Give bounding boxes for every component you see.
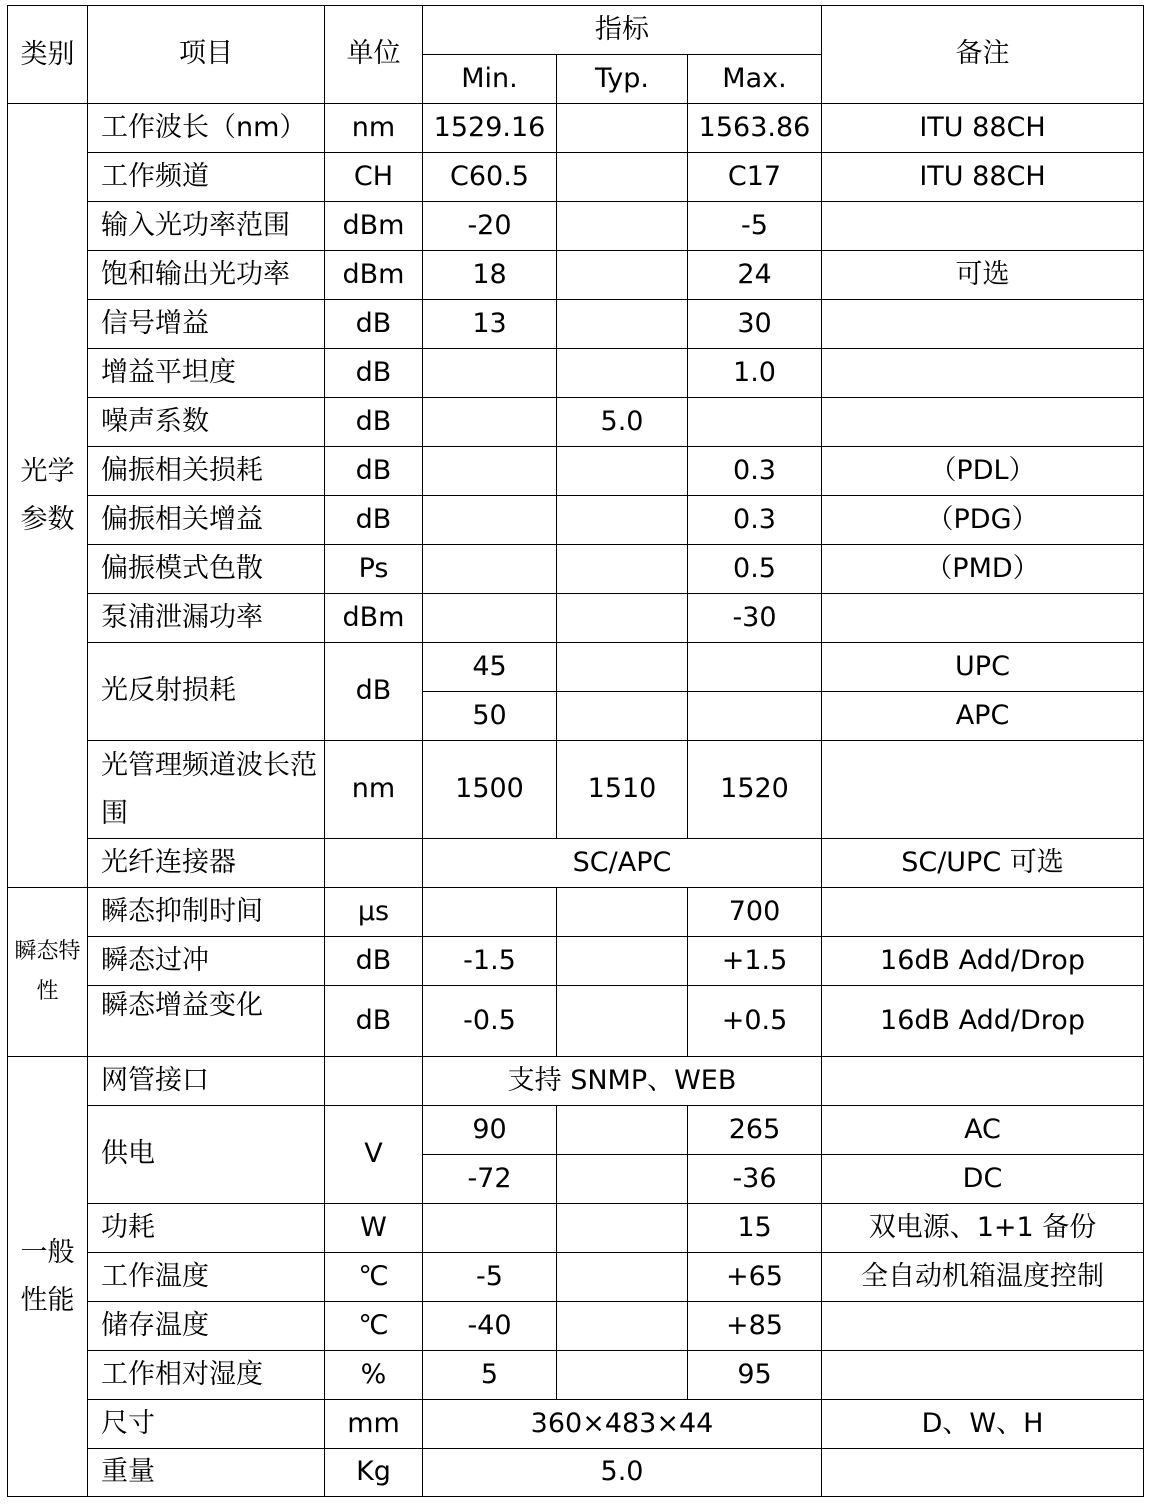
table-row: [8, 643, 1144, 692]
typ-cell: [557, 594, 688, 643]
min-cell: -0.5: [423, 986, 557, 1057]
min-cell: 13: [423, 300, 557, 349]
remark-cell: [822, 1302, 1144, 1351]
max-cell: +85: [688, 1302, 822, 1351]
unit-cell: %: [325, 1351, 423, 1400]
item-cell: 瞬态抑制时间: [88, 888, 325, 937]
remark-cell: （PDG）: [822, 496, 1144, 545]
max-cell: [688, 692, 822, 741]
min-cell: 5: [423, 1351, 557, 1400]
unit-cell: Ps: [325, 545, 423, 594]
table-row: [8, 300, 1144, 349]
min-cell: 1529.16: [423, 104, 557, 153]
min-cell: 50: [423, 692, 557, 741]
remark-cell: AC: [822, 1106, 1144, 1155]
item-cell: 功耗: [88, 1204, 325, 1253]
remark-cell: [822, 1351, 1144, 1400]
table-row: [8, 545, 1144, 594]
unit-cell: CH: [325, 153, 423, 202]
min-cell: [423, 594, 557, 643]
table-row: [8, 447, 1144, 496]
header-row: [8, 6, 1144, 55]
min-cell: [423, 888, 557, 937]
typ-cell: [557, 1302, 688, 1351]
spec-cell: 5.0: [423, 1449, 822, 1497]
max-cell: [688, 398, 822, 447]
unit-cell: dB: [325, 398, 423, 447]
table-row: [8, 1351, 1144, 1400]
typ-cell: [557, 1155, 688, 1204]
min-cell: [423, 1204, 557, 1253]
typ-cell: 5.0: [557, 398, 688, 447]
table-row: [8, 937, 1144, 986]
min-cell: [423, 447, 557, 496]
unit-cell: dB: [325, 643, 423, 741]
table-row: [8, 1253, 1144, 1302]
remark-cell: ITU 88CH: [822, 153, 1144, 202]
max-cell: 95: [688, 1351, 822, 1400]
item-cell: 瞬态过冲: [88, 937, 325, 986]
remark-cell: 16dB Add/Drop: [822, 986, 1144, 1057]
max-cell: 0.3: [688, 447, 822, 496]
spec-cell: 360×483×44: [423, 1400, 822, 1449]
header-spec: 指标: [423, 6, 822, 55]
min-cell: -20: [423, 202, 557, 251]
remark-cell: [822, 202, 1144, 251]
unit-cell: dB: [325, 986, 423, 1057]
max-cell: 700: [688, 888, 822, 937]
header-unit: 单位: [325, 6, 423, 104]
typ-cell: [557, 545, 688, 594]
unit-cell: dBm: [325, 594, 423, 643]
unit-cell: [325, 1057, 423, 1106]
header-remark: 备注: [822, 6, 1144, 104]
unit-cell: dBm: [325, 202, 423, 251]
unit-cell: dB: [325, 300, 423, 349]
item-cell: 光纤连接器: [88, 839, 325, 888]
min-cell: [423, 398, 557, 447]
remark-cell: 双电源、1+1 备份: [822, 1204, 1144, 1253]
remark-cell: [822, 741, 1144, 839]
max-cell: 0.3: [688, 496, 822, 545]
remark-cell: DC: [822, 1155, 1144, 1204]
typ-cell: [557, 888, 688, 937]
table-row: [8, 251, 1144, 300]
typ-cell: [557, 251, 688, 300]
typ-cell: 1510: [557, 741, 688, 839]
remark-cell: 全自动机箱温度控制: [822, 1253, 1144, 1302]
min-cell: [423, 349, 557, 398]
remark-cell: [822, 349, 1144, 398]
remark-cell: SC/UPC 可选: [822, 839, 1144, 888]
max-cell: 265: [688, 1106, 822, 1155]
category-general: 一般性能: [8, 1057, 88, 1497]
item-cell: 工作频道: [88, 153, 325, 202]
item-cell: 噪声系数: [88, 398, 325, 447]
item-cell: 增益平坦度: [88, 349, 325, 398]
remark-cell: [822, 398, 1144, 447]
min-cell: -1.5: [423, 937, 557, 986]
table-row: [8, 839, 1144, 888]
max-cell: +0.5: [688, 986, 822, 1057]
table-row: [8, 104, 1144, 153]
unit-cell: dB: [325, 937, 423, 986]
table-row: [8, 1204, 1144, 1253]
table-row: [8, 888, 1144, 937]
min-cell: 18: [423, 251, 557, 300]
min-cell: 90: [423, 1106, 557, 1155]
max-cell: +65: [688, 1253, 822, 1302]
remark-cell: 16dB Add/Drop: [822, 937, 1144, 986]
unit-cell: dBm: [325, 251, 423, 300]
max-cell: 15: [688, 1204, 822, 1253]
header-item: 项目: [88, 6, 325, 104]
unit-cell: ℃: [325, 1302, 423, 1351]
max-cell: 1520: [688, 741, 822, 839]
typ-cell: [557, 1204, 688, 1253]
table-row: [8, 1302, 1144, 1351]
table-row: [8, 398, 1144, 447]
max-cell: 30: [688, 300, 822, 349]
item-cell: 尺寸: [88, 1400, 325, 1449]
table-row: [8, 496, 1144, 545]
item-cell: 工作波长（nm）: [88, 104, 325, 153]
unit-cell: ℃: [325, 1253, 423, 1302]
min-cell: -72: [423, 1155, 557, 1204]
unit-cell: V: [325, 1106, 423, 1204]
table-row: [8, 1449, 1144, 1497]
remark-cell: [822, 594, 1144, 643]
min-cell: -40: [423, 1302, 557, 1351]
spec-cell: SC/APC: [423, 839, 822, 888]
table-row: [8, 202, 1144, 251]
typ-cell: [557, 986, 688, 1057]
table-row: [8, 153, 1144, 202]
min-cell: -5: [423, 1253, 557, 1302]
remark-cell: [822, 888, 1144, 937]
typ-cell: [557, 937, 688, 986]
remark-cell: [822, 1449, 1144, 1497]
typ-cell: [557, 1253, 688, 1302]
typ-cell: [557, 202, 688, 251]
item-cell: 重量: [88, 1449, 325, 1497]
max-cell: 0.5: [688, 545, 822, 594]
remark-cell: UPC: [822, 643, 1144, 692]
item-cell: 偏振相关增益: [88, 496, 325, 545]
unit-cell: nm: [325, 741, 423, 839]
max-cell: -30: [688, 594, 822, 643]
max-cell: C17: [688, 153, 822, 202]
typ-cell: [557, 153, 688, 202]
table-row: [8, 1400, 1144, 1449]
unit-cell: W: [325, 1204, 423, 1253]
header-category: 类别: [8, 6, 88, 104]
typ-cell: [557, 1351, 688, 1400]
max-cell: 1.0: [688, 349, 822, 398]
remark-cell: D、W、H: [822, 1400, 1144, 1449]
unit-cell: dB: [325, 349, 423, 398]
header-min: Min.: [423, 55, 557, 104]
remark-cell: （PMD）: [822, 545, 1144, 594]
unit-cell: dB: [325, 496, 423, 545]
item-cell: 泵浦泄漏功率: [88, 594, 325, 643]
item-cell: 瞬态增益变化: [88, 986, 325, 1057]
item-cell: 工作相对湿度: [88, 1351, 325, 1400]
table-row: [8, 1057, 1144, 1106]
typ-cell: [557, 349, 688, 398]
unit-cell: dB: [325, 447, 423, 496]
table-row: [8, 1106, 1144, 1155]
min-cell: C60.5: [423, 153, 557, 202]
typ-cell: [557, 1106, 688, 1155]
unit-cell: μs: [325, 888, 423, 937]
item-cell: 饱和输出光功率: [88, 251, 325, 300]
typ-cell: [557, 496, 688, 545]
remark-cell: [822, 1057, 1144, 1106]
typ-cell: [557, 104, 688, 153]
remark-cell: APC: [822, 692, 1144, 741]
max-cell: -36: [688, 1155, 822, 1204]
header-typ: Typ.: [557, 55, 688, 104]
max-cell: -5: [688, 202, 822, 251]
remark-cell: 可选: [822, 251, 1144, 300]
item-cell: 信号增益: [88, 300, 325, 349]
min-cell: 1500: [423, 741, 557, 839]
unit-cell: Kg: [325, 1449, 423, 1497]
item-cell: 供电: [88, 1106, 325, 1204]
min-cell: 45: [423, 643, 557, 692]
spec-cell: 支持 SNMP、WEB: [423, 1057, 822, 1106]
item-cell: 偏振模式色散: [88, 545, 325, 594]
category-transient: 瞬态特性: [8, 888, 88, 1057]
remark-cell: [822, 300, 1144, 349]
min-cell: [423, 496, 557, 545]
max-cell: 24: [688, 251, 822, 300]
item-cell: 工作温度: [88, 1253, 325, 1302]
item-cell: 输入光功率范围: [88, 202, 325, 251]
max-cell: +1.5: [688, 937, 822, 986]
min-cell: [423, 545, 557, 594]
unit-cell: mm: [325, 1400, 423, 1449]
typ-cell: [557, 692, 688, 741]
table-row: [8, 741, 1144, 839]
item-cell: 光管理频道波长范围: [88, 741, 325, 839]
header-max: Max.: [688, 55, 822, 104]
spec-table: [7, 5, 1144, 1497]
table-row: [8, 349, 1144, 398]
item-cell: 网管接口: [88, 1057, 325, 1106]
table-row: [8, 986, 1144, 1057]
unit-cell: nm: [325, 104, 423, 153]
typ-cell: [557, 643, 688, 692]
typ-cell: [557, 447, 688, 496]
item-cell: 偏振相关损耗: [88, 447, 325, 496]
max-cell: [688, 643, 822, 692]
item-cell: 储存温度: [88, 1302, 325, 1351]
item-cell: 光反射损耗: [88, 643, 325, 741]
max-cell: 1563.86: [688, 104, 822, 153]
unit-cell: [325, 839, 423, 888]
remark-cell: ITU 88CH: [822, 104, 1144, 153]
category-optical: 光学参数: [8, 104, 88, 888]
table-row: [8, 594, 1144, 643]
remark-cell: （PDL）: [822, 447, 1144, 496]
typ-cell: [557, 300, 688, 349]
